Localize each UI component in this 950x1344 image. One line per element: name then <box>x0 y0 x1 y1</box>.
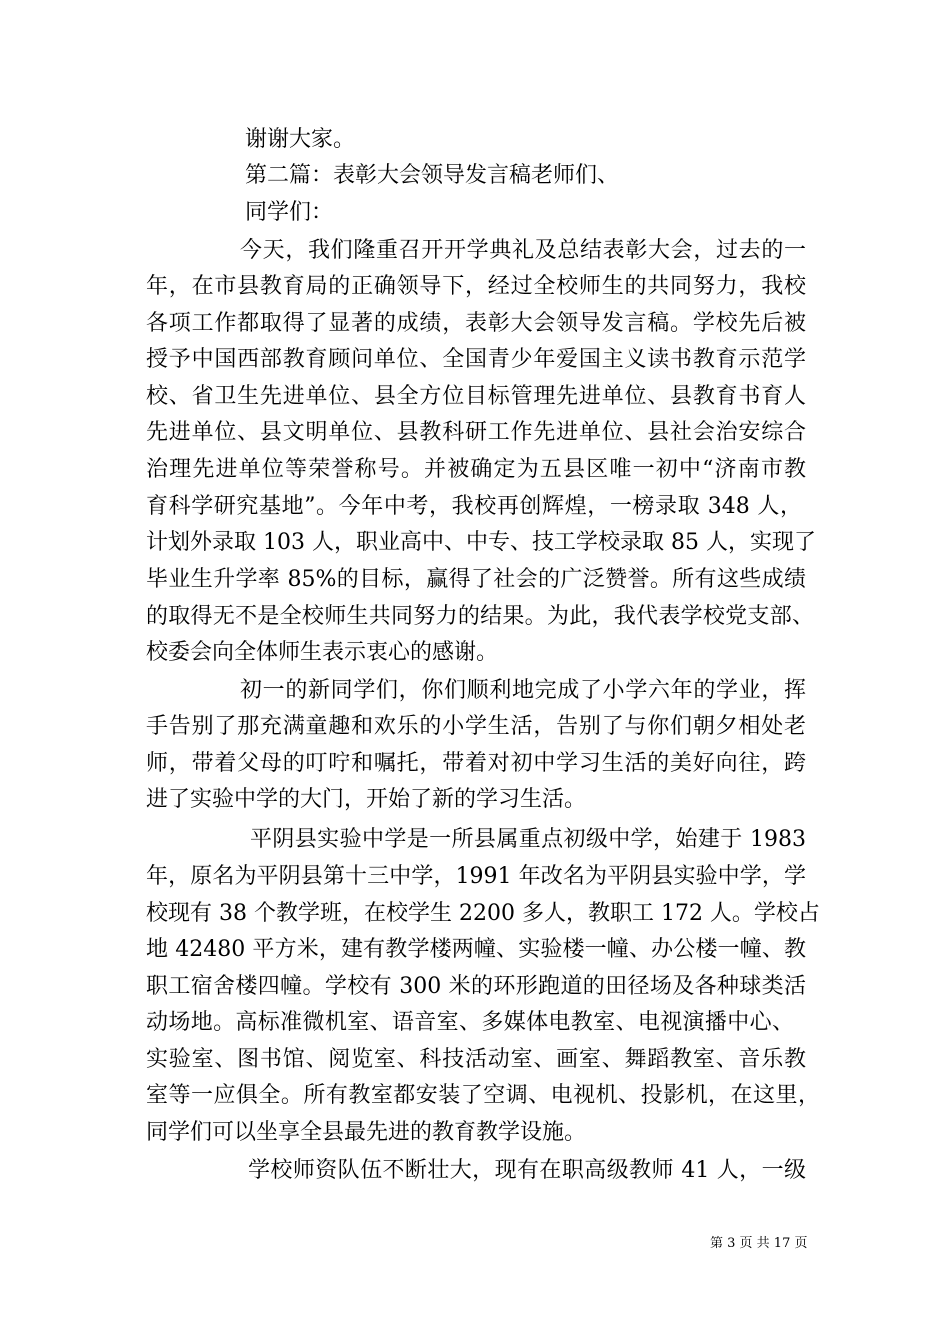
paragraph-line <box>0 523 950 563</box>
paragraph-line <box>0 671 950 711</box>
paragraph-line <box>0 707 950 747</box>
paragraph-line <box>0 304 950 344</box>
line-text: 进了实验中学的大门，开始了新的学习生活。 <box>146 787 587 812</box>
line-text: 校现有 38 个教学班，在校学生 2200 多人，教职工 172 人。学校占 <box>146 901 820 926</box>
paragraph-line <box>0 1113 950 1153</box>
paragraph-line <box>0 450 950 490</box>
line-text: 动场地。高标准微机室、语音室、多媒体电教室、电视演播中心、 <box>146 1010 794 1035</box>
line-text: 初一的新同学们，你们顺利地完成了小学六年的学业，挥 <box>240 678 806 703</box>
text-line <box>0 120 950 160</box>
paragraph-line <box>0 560 950 600</box>
paragraph-line <box>0 340 950 380</box>
page-number: 第 3 页 共 17 页 <box>710 1236 808 1251</box>
paragraph-line <box>0 1040 950 1080</box>
line-text: 今天，我们隆重召开开学典礼及总结表彰大会，过去的一 <box>240 238 806 263</box>
line-text: 手告别了那充满童趣和欢乐的小学生活，告别了与你们朝夕相处老 <box>146 714 806 739</box>
paragraph-line <box>0 1076 950 1116</box>
line-text: 学校师资队伍不断壮大，现有在职高级教师 41 人，一级 <box>248 1158 806 1183</box>
line-text: 计划外录取 103 人，职业高中、中专、技工学校录取 85 人，实现了 <box>146 530 816 555</box>
line-text: 第二篇：表彰大会领导发言稿老师们、 <box>245 163 620 188</box>
line-text: 同学们： <box>245 200 334 225</box>
line-text: 年，原名为平阴县第十三中学，1991 年改名为平阴县实验中学，学 <box>146 864 806 889</box>
line-text: 毕业生升学率 85%的目标，赢得了社会的广泛赞誉。所有这些成绩 <box>146 567 806 592</box>
paragraph-line <box>0 377 950 417</box>
line-text: 同学们可以坐享全县最先进的教育教学设施。 <box>146 1120 587 1145</box>
paragraph-line <box>0 930 950 970</box>
line-text: 校委会向全体师生表示衷心的感谢。 <box>146 640 499 665</box>
paragraph-line <box>0 780 950 820</box>
line-text: 的取得无不是全校师生共同努力的结果。为此，我代表学校党支部、 <box>146 604 814 629</box>
line-text: 谢谢大家。 <box>245 127 356 152</box>
paragraph-line <box>0 231 950 271</box>
line-text: 平阴县实验中学是一所县属重点初级中学，始建于 1983 <box>250 827 806 852</box>
paragraph-line <box>0 894 950 934</box>
line-text: 各项工作都取得了显著的成绩，表彰大会领导发言稿。学校先后被 <box>146 311 806 336</box>
paragraph-line <box>0 597 950 637</box>
paragraph-line <box>0 487 950 527</box>
line-text: 室等一应俱全。所有教室都安装了空调、电视机、投影机，在这里， <box>146 1083 820 1108</box>
paragraph-line <box>0 633 950 673</box>
paragraph-line <box>0 820 950 860</box>
line-text: 年，在市县教育局的正确领导下，经过全校师生的共同努力，我校 <box>146 274 806 299</box>
section-heading <box>0 156 950 196</box>
line-text: 地 42480 平方米，建有教学楼两幢、实验楼一幢、办公楼一幢、教 <box>146 937 806 962</box>
line-text: 授予中国西部教育顾问单位、全国青少年爱国主义读书教育示范学 <box>146 347 806 372</box>
paragraph-line <box>0 857 950 897</box>
paragraph-line <box>0 413 950 453</box>
paragraph-line <box>0 267 950 307</box>
line-text: 实验室、图书馆、阅览室、科技活动室、画室、舞蹈教室、音乐教 <box>146 1047 806 1072</box>
paragraph-line <box>0 744 950 784</box>
line-text: 校、省卫生先进单位、县全方位目标管理先进单位、县教育书育人 <box>146 384 806 409</box>
line-text: 治理先进单位等荣誉称号。并被确定为五县区唯一初中“济南市教 <box>146 457 806 482</box>
paragraph-line <box>0 1151 950 1191</box>
paragraph-line <box>0 967 950 1007</box>
line-text: 师，带着父母的叮咛和嘱托，带着对初中学习生活的美好向往，跨 <box>146 751 806 776</box>
salutation <box>0 193 950 233</box>
line-text: 职工宿舍楼四幢。学校有 300 米的环形跑道的田径场及各种球类活 <box>146 974 806 999</box>
paragraph-line <box>0 1003 950 1043</box>
line-text: 先进单位、县文明单位、县教科研工作先进单位、县社会治安综合 <box>146 420 806 445</box>
line-text: 育科学研究基地”。今年中考，我校再创辉煌，一榜录取 348 人， <box>146 494 802 519</box>
